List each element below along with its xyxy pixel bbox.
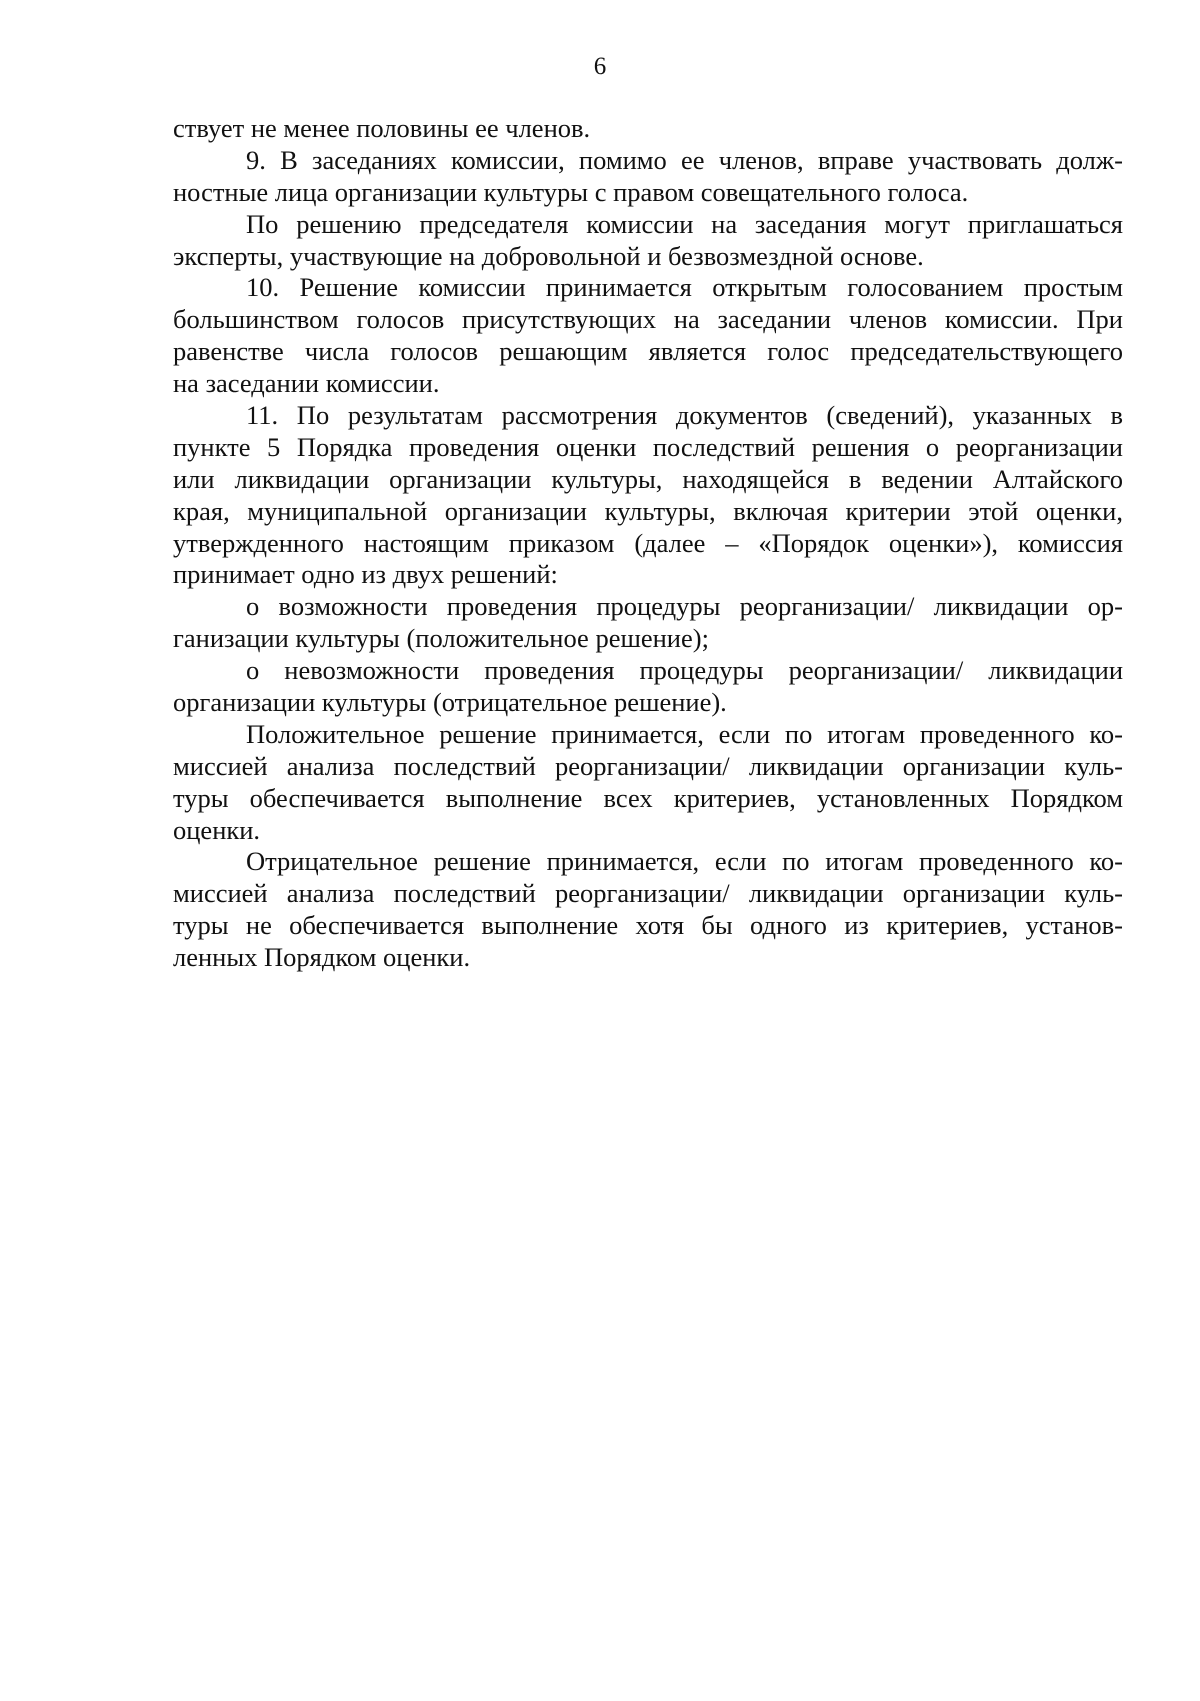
- text-line: ствует не менее половины ее членов.: [173, 113, 591, 143]
- text-line: Положительное решение принимается, если по итогам проведенного ко-: [246, 718, 1123, 749]
- text-line: о возможности проведения процедуры реорганизации/ ликвидации ор-: [246, 591, 1123, 622]
- text-line: туры не обеспечивается выполнение хотя бы одного из критериев, установ-: [173, 910, 1123, 941]
- text-line: 10. Решение комиссии принимается открытым голосованием простым: [246, 272, 1123, 303]
- document-body: [173, 113, 1123, 974]
- text-line: туры обеспечивается выполнение всех критериев, установленных Порядком: [173, 782, 1123, 813]
- text-line: миссией анализа последствий реорганизации/ ликвидации организации куль-: [173, 878, 1123, 909]
- text-line: 11. По результатам рассмотрения документов (сведений), указанных в: [246, 400, 1123, 431]
- text-line: о невозможности проведения процедуры реорганизации/ ликвидации: [246, 655, 1123, 686]
- text-line: ностные лица организации культуры с правом совещательного голоса.: [173, 176, 969, 207]
- text-line: Отрицательное решение принимается, если по итогам проведенного ко-: [246, 846, 1123, 877]
- text-line: 9. В заседаниях комиссии, помимо ее членов, вправе участвовать долж-: [246, 144, 1123, 175]
- text-line: оценки.: [173, 814, 261, 845]
- text-line: или ликвидации организации культуры, находящейся в ведении Алтайского: [173, 463, 1123, 494]
- text-line: миссией анализа последствий реорганизации/ ликвидации организации куль-: [173, 750, 1123, 781]
- text-line: ленных Порядком оценки.: [173, 942, 471, 973]
- text-line: ганизации культуры (положительное решение);: [173, 623, 709, 654]
- text-line: пункте 5 Порядка проведения оценки последствий решения о реорганизации: [173, 431, 1123, 462]
- text-line: организации культуры (отрицательное решение).: [173, 687, 727, 718]
- text-line: на заседании комиссии.: [173, 368, 440, 399]
- text-line: принимает одно из двух решений:: [173, 559, 558, 590]
- text-line: большинством голосов присутствующих на заседании членов комиссии. При: [173, 304, 1123, 335]
- text-line: края, муниципальной организации культуры, включая критерии этой оценки,: [173, 495, 1123, 526]
- page-number: 6: [593, 53, 607, 80]
- text-line: По решению председателя комиссии на заседания могут приглашаться: [246, 208, 1123, 239]
- text-line: эксперты, участвующие на добровольной и безвозмездной основе.: [173, 240, 924, 271]
- text-line: равенстве числа голосов решающим является голос председательствующего: [173, 336, 1123, 367]
- text-line: утвержденного настоящим приказом (далее – «Порядок оценки»), комиссия: [173, 527, 1123, 558]
